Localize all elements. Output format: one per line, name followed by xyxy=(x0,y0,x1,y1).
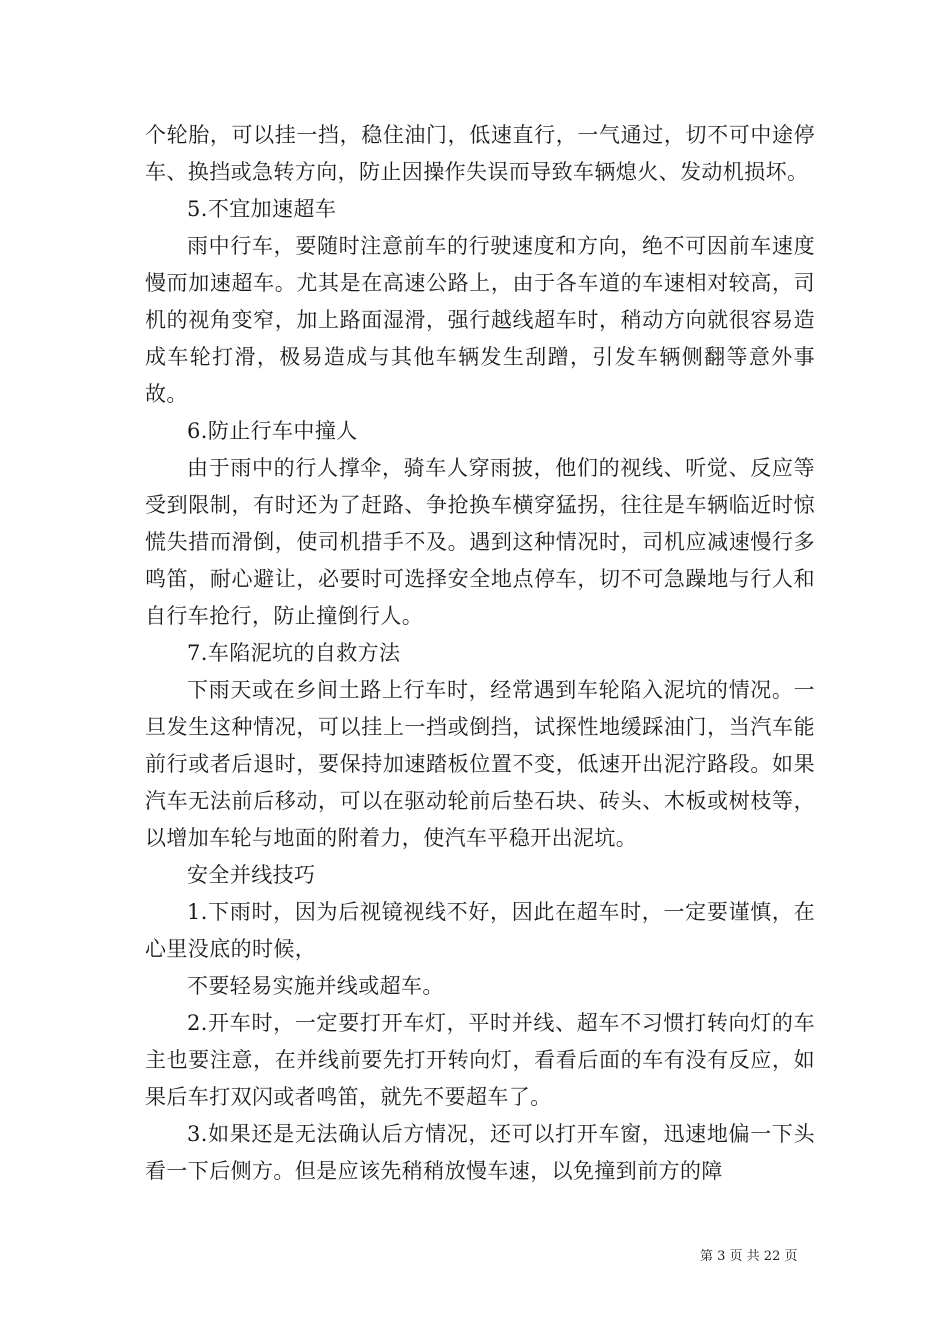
section-heading-5: 5.不宜加速超车 xyxy=(187,197,337,221)
tip-2: 2.开车时，一定要打开车灯，平时并线、超车不习惯打转向灯的车主也要注意，在并线前要先打开转向灯，看看后面的车有没有反应，如果后车打双闪或者鸣笛，就先不要超车了。 xyxy=(145,1011,815,1109)
section-heading-merge-tips: 安全并线技巧 xyxy=(187,863,316,887)
page-number: 第 3 页 共 22 页 xyxy=(700,1249,798,1264)
paragraph-7: 下雨天或在乡间土路上行车时，经常遇到车轮陷入泥坑的情况。一旦发生这种情况，可以挂上一挡或倒挡，试探性地缓踩油门，当汽车能前行或者后退时，要保持加速踏板位置不变，低速开出泥泞路段。如果汽车无法前后移动，可以在驱动轮前后垫石块、砖头、木板或树枝等，以增加车轮与地面的附着力，使汽车平稳开出泥坑。 xyxy=(145,678,815,850)
tip-1: 1.下雨时，因为后视镜视线不好，因此在超车时，一定要谨慎，在心里没底的时候， xyxy=(145,900,815,961)
tip-3: 3.如果还是无法确认后方情况，还可以打开车窗，迅速地偏一下头看一下后侧方。但是应该先稍稍放慢车速，以免撞到前方的障 xyxy=(145,1122,815,1183)
section-heading-6: 6.防止行车中撞人 xyxy=(187,419,358,443)
paragraph-continuation: 个轮胎，可以挂一挡，稳住油门，低速直行，一气通过，切不可中途停车、换挡或急转方向，防止因操作失误而导致车辆熄火、发动机损坏。 xyxy=(145,123,815,184)
section-heading-7: 7.车陷泥坑的自救方法 xyxy=(187,641,401,665)
tip-1-continued: 不要轻易实施并线或超车。 xyxy=(187,974,444,998)
paragraph-5: 雨中行车，要随时注意前车的行驶速度和方向，绝不可因前车速度慢而加速超车。尤其是在高速公路上，由于各车道的车速相对较高，司机的视角变窄，加上路面湿滑，强行越线超车时，稍动方向就很容易造成车轮打滑，极易造成与其他车辆发生刮蹭，引发车辆侧翻等意外事故。 xyxy=(145,234,815,406)
paragraph-6: 由于雨中的行人撑伞，骑车人穿雨披，他们的视线、听觉、反应等受到限制，有时还为了赶路、争抢换车横穿猛拐，往往是车辆临近时惊慌失措而滑倒，使司机措手不及。遇到这种情况时，司机应减速慢行多鸣笛，耐心避让，必要时可选择安全地点停车，切不可急躁地与行人和自行车抢行，防止撞倒行人。 xyxy=(145,456,815,628)
document-body xyxy=(145,117,815,1190)
